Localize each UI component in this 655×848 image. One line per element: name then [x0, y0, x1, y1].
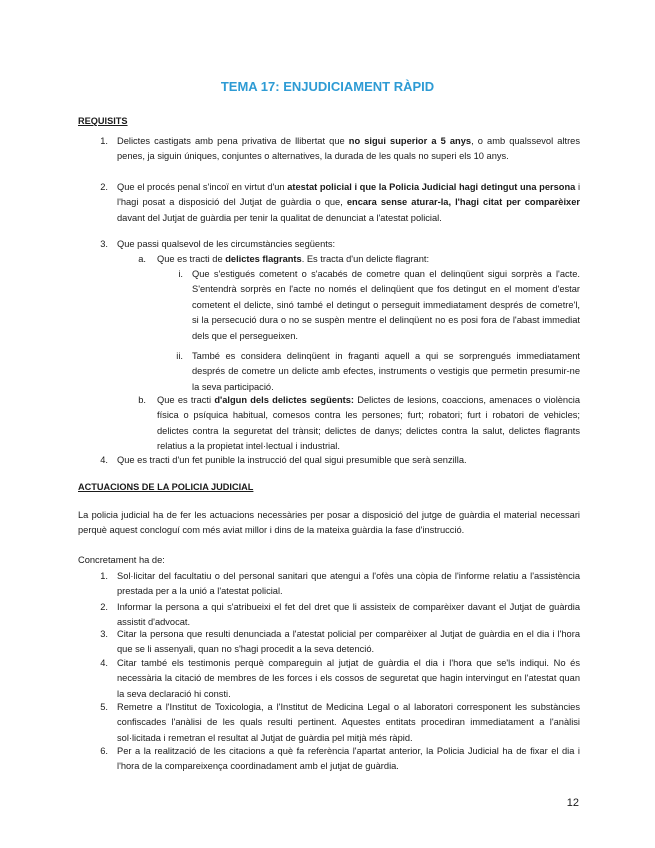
list-item: Delictes castigats amb pena privativa de llibertat que no sigui superior a 5 anys, o amb qualssevol altres penes, ja siguin úniques, conjuntes o alternatives, la durada de les quals no superi els 10 anys. — [117, 136, 580, 162]
sublist-item-number: a. — [138, 254, 146, 264]
list-item-number: 4. — [100, 658, 108, 668]
list-item: Sol·licitar del facultatiu o del personal sanitari que atengui a l'ofès una còpia de l'informe relatiu a l'assistència prestada per a la unió a l'atestat policial. — [117, 571, 580, 597]
list-item-number: 1. — [100, 571, 108, 581]
subsublist-item-number: i. — [178, 269, 183, 279]
list-item-number: 4. — [100, 455, 108, 465]
sublist-item: Que es tracti d'algun dels delictes següents: Delictes de lesions, coaccions, amenaces o violència física o psíquica habitual, comesos contra les persones; furt; robatori; furt i robatori de vehicles; delictes contra la seguretat del trànsit; delictes de danys; delictes contra la salut, delictes flagrants relatius a la propietat intel·lectual i industrial. — [157, 395, 580, 452]
list-item-number: 6. — [100, 746, 108, 756]
paragraph-intro: La policia judicial ha de fer les actuacions necessàries per posar a disposició del jutge de guàrdia el material necessari perquè aquest concloguí com més aviat millor i dins de la mateixa guàrdia la fase d'instrucció. — [78, 510, 580, 536]
section-heading-requisits: REQUISITS — [78, 116, 128, 126]
list-item: Informar la persona a qui s'atribueixi el fet del dret que li assisteix de comparèixer davant el Jutjat de guàrdia assistit d'advocat. — [117, 602, 580, 628]
section-heading-actuacions: ACTUACIONS DE LA POLICIA JUDICIAL — [78, 482, 254, 492]
subsublist-item: També es considera delinqüent in fraganti aquell a qui se sorprengués immediatament després de cometre un delicte amb efectes, instruments o vestigis que permetin presumir-ne la seva participació. — [192, 351, 580, 392]
list-item-number: 5. — [100, 702, 108, 712]
page-number: 12 — [566, 797, 579, 809]
page-title: TEMA 17: ENJUDICIAMENT RÀPID — [220, 79, 435, 94]
list-item: Que el procés penal s'incoï en virtut d'un atestat policial i que la Policia Judicial hagi detingut una persona i l'hagi posat a disposició del Jutjat de guàrdia o que, encara sense aturar-la, l'hagi citat per comparèixer davant del Jutjat de guàrdia per tenir la qualitat de denunciat a l'atestat policial. — [117, 182, 581, 223]
list-item: Citar també els testimonis perquè compareguin al jutjat de guàrdia el dia i l'hora que se'ls indiqui. No és necessària la citació de membres de les forces i els cossos de seguretat que hagin intervingut en l'atestat quan la seva declaració hi consti. — [117, 658, 580, 699]
subsublist-item: Que s'estigués cometent o s'acabés de cometre quan el delinqüent sigui sorprès a l'acte. S'entendrà sorprès en l'acte no només el delinqüent que fos detingut en el moment d'estar cometent el delicte, sinó també el detingut o perseguit immediatament després de cometre'l, si la persecució dura o no se suspèn mentre el delinqüent no es posi fora de l'abast immediat dels que el persegueixen. — [192, 269, 580, 341]
list-item: Per a la realització de les citacions a què fa referència l'apartat anterior, la Policia Judicial ha de fixar el dia i l'hora de la compareixença coordinadament amb el jutjat de guàrdia. — [117, 746, 580, 772]
list-item-number: 3. — [100, 239, 108, 249]
list-item-number: 3. — [100, 629, 108, 639]
subsublist-item-number: ii. — [176, 351, 183, 361]
list-item-number: 2. — [100, 182, 108, 192]
list-item: Citar la persona que resulti denunciada a l'atestat policial per comparèixer al Jutjat de guàrdia en el dia i l'hora que se li assenyali, quan no s'hagi procedit a la seva detenció. — [117, 629, 580, 655]
list-item: Remetre a l'Institut de Toxicologia, a l'Institut de Medicina Legal o al laboratori corresponent les substàncies confiscades l'anàlisi de les quals resulti pertinent. Aquestes entitats procediran immediatament a l'anàlisi sol·licitada i remetran el resultat al Jutjat de guàrdia pel mitjà més ràpid. — [117, 702, 580, 743]
sublist-item-number: b. — [138, 395, 146, 405]
sublist-item: Que es tracti de delictes flagrants. Es tracta d'un delicte flagrant: — [157, 254, 430, 264]
list-item-number: 1. — [100, 136, 108, 146]
list-item: Que es tracti d'un fet punible la instrucció del qual sigui presumible que serà senzilla. — [117, 455, 467, 465]
list-item: Que passi qualsevol de les circumstàncies següents: — [117, 239, 336, 249]
paragraph-lead: Concretament ha de: — [78, 555, 165, 565]
list-item-number: 2. — [100, 602, 108, 612]
